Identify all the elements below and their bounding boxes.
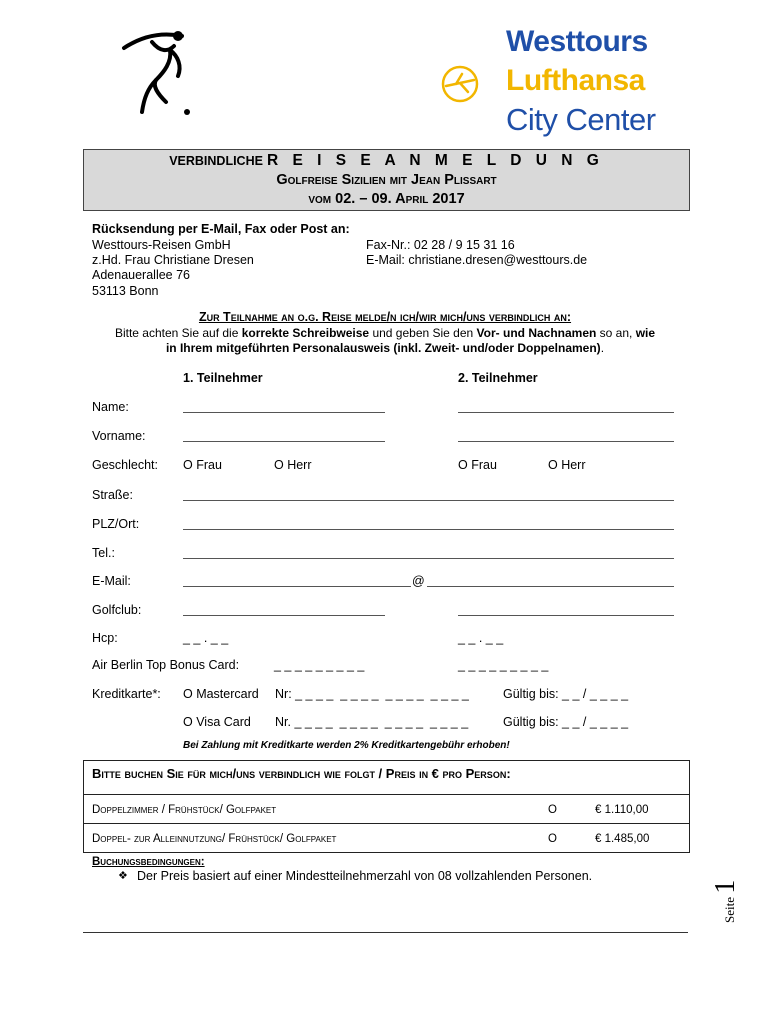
vorname-field-1[interactable] bbox=[183, 441, 385, 442]
conditions-bullet-icon: ❖ bbox=[118, 870, 128, 882]
plz-label: PLZ/Ort: bbox=[92, 517, 140, 531]
return-heading: Rücksendung per E-Mail, Fax oder Post an: bbox=[92, 222, 350, 236]
vorname-field-2[interactable] bbox=[458, 441, 674, 442]
creditcard-fee-note: Bei Zahlung mit Kreditkarte werden 2% Kreditkartengebühr erhoben! bbox=[183, 740, 510, 751]
name-label: Name: bbox=[92, 400, 129, 414]
mastercard-expiry[interactable]: Gültig bis: _ _ / _ _ _ _ bbox=[503, 687, 629, 701]
herr-option-1[interactable]: O Herr bbox=[274, 458, 312, 472]
strasse-field[interactable] bbox=[183, 500, 674, 501]
name-field-1[interactable] bbox=[183, 412, 385, 413]
title-line3: vom 02. – 09. April 2017 bbox=[308, 191, 465, 207]
booking-row-single[interactable] bbox=[84, 823, 689, 852]
airberlin-field-1[interactable]: _ _ _ _ _ _ _ _ _ bbox=[274, 658, 365, 672]
golfclub-field-1[interactable] bbox=[183, 615, 385, 616]
kreditkarte-label: Kreditkarte*: bbox=[92, 687, 161, 701]
booking-row-label: Doppelzimmer / Frühstück/ Golfpaket bbox=[92, 804, 277, 816]
tel-field[interactable] bbox=[183, 558, 674, 559]
email-label: E-Mail: bbox=[92, 574, 131, 588]
herr-option-2[interactable]: O Herr bbox=[548, 458, 586, 472]
email-field-domain[interactable] bbox=[427, 586, 674, 587]
col1-heading: 1. Teilnehmer bbox=[183, 371, 263, 385]
visa-option[interactable]: O Visa Card bbox=[183, 715, 251, 729]
lufthansa-crane-icon bbox=[440, 64, 480, 104]
brand-westtours: Westtours bbox=[506, 25, 648, 58]
plz-field[interactable] bbox=[183, 529, 674, 530]
booking-table bbox=[83, 760, 690, 853]
intro-text-2: in Ihrem mitgeführten Personalausweis (inkl. Zweit- und/oder Doppelnamen). bbox=[165, 341, 605, 355]
booking-row-price: € 1.485,00 bbox=[595, 833, 650, 845]
footer-rule bbox=[83, 932, 688, 933]
airberlin-field-2[interactable]: _ _ _ _ _ _ _ _ _ bbox=[458, 658, 549, 672]
strasse-label: Straße: bbox=[92, 488, 133, 502]
hcp-field-1[interactable]: _ _ . _ _ bbox=[183, 631, 229, 645]
name-field-2[interactable] bbox=[458, 412, 674, 413]
conditions-heading: Buchungsbedingungen: bbox=[92, 856, 205, 868]
golfclub-field-2[interactable] bbox=[458, 615, 674, 616]
golfclub-label: Golfclub: bbox=[92, 603, 142, 617]
intro-text-1: Bitte achten Sie auf die korrekte Schreibweise und geben Sie den Vor- und Nachnamen so an, wie bbox=[114, 326, 656, 340]
mastercard-option[interactable]: O Mastercard bbox=[183, 687, 259, 701]
booking-row-label: Doppel- zur Alleinnutzung/ Frühstück/ Golfpaket bbox=[92, 833, 337, 845]
title-box bbox=[83, 149, 690, 211]
return-street: Adenauerallee 76 bbox=[92, 268, 190, 282]
mastercard-number[interactable]: Nr: _ _ _ _ _ _ _ _ _ _ _ _ _ _ _ _ bbox=[275, 687, 469, 701]
page-number: Seite 1 bbox=[710, 879, 741, 923]
return-attn: z.Hd. Frau Christiane Dresen bbox=[92, 253, 254, 267]
return-city: 53113 Bonn bbox=[92, 284, 159, 298]
email-at-sign: @ bbox=[412, 574, 425, 588]
visa-expiry[interactable]: Gültig bis: _ _ / _ _ _ _ bbox=[503, 715, 629, 729]
conditions-item-1: Der Preis basiert auf einer Mindestteilnehmerzahl von 08 vollzahlenden Personen. bbox=[137, 869, 593, 883]
return-fax: Fax-Nr.: 02 28 / 9 15 31 16 bbox=[366, 238, 515, 252]
return-company: Westtours-Reisen GmbH bbox=[92, 238, 231, 252]
frau-option-2[interactable]: O Frau bbox=[458, 458, 497, 472]
golfer-logo bbox=[112, 28, 202, 123]
visa-number[interactable]: Nr. _ _ _ _ _ _ _ _ _ _ _ _ _ _ _ _ bbox=[275, 715, 469, 729]
airberlin-label: Air Berlin Top Bonus Card: bbox=[92, 658, 240, 672]
frau-option-1[interactable]: O Frau bbox=[183, 458, 222, 472]
brand-lufthansa: Lufthansa bbox=[506, 64, 645, 97]
hcp-label: Hcp: bbox=[92, 631, 118, 645]
col2-heading: 2. Teilnehmer bbox=[458, 371, 538, 385]
email-field-local[interactable] bbox=[183, 586, 411, 587]
vorname-label: Vorname: bbox=[92, 429, 146, 443]
title-line2: Golfreise Sizilien mit Jean Plissart bbox=[276, 172, 497, 188]
hcp-field-2[interactable]: _ _ . _ _ bbox=[458, 631, 504, 645]
booking-row-checkbox[interactable]: O bbox=[548, 804, 557, 816]
booking-row-double[interactable] bbox=[84, 795, 689, 823]
booking-row-checkbox[interactable]: O bbox=[548, 833, 557, 845]
geschlecht-label: Geschlecht: bbox=[92, 458, 159, 472]
brand-city-center: City Center bbox=[506, 102, 656, 137]
title-line1: VERBINDLICHE R E I S E A N M E L D U N G bbox=[169, 152, 604, 169]
booking-heading: Bitte buchen Sie für mich/uns verbindlich wie folgt / Preis in € pro Person: bbox=[84, 761, 689, 795]
return-email: E-Mail: christiane.dresen@westtours.de bbox=[366, 253, 588, 267]
tel-label: Tel.: bbox=[92, 546, 115, 560]
intro-heading: Zur Teilnahme an o.g. Reise melde/n ich/wir mich/uns verbindlich an: bbox=[198, 310, 572, 324]
booking-row-price: € 1.110,00 bbox=[595, 804, 649, 816]
